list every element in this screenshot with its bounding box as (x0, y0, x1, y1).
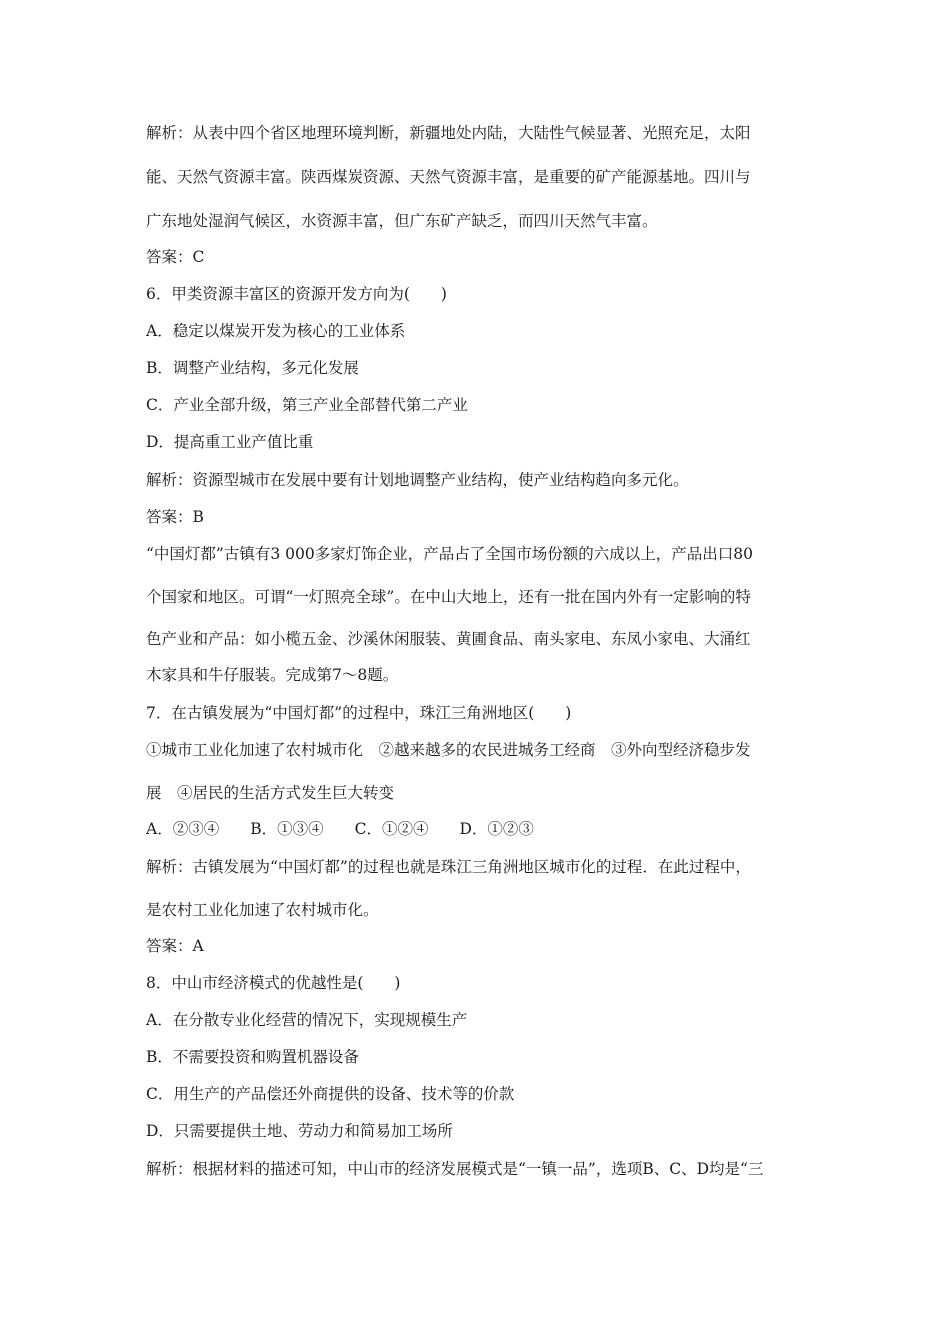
analysis-q5-line-2: 能、天然气资源丰富。陕西煤炭资源、天然气资源丰富，是重要的矿产能源基地。四川与 (146, 168, 751, 186)
analysis-q6: 解析：资源型城市在发展中要有计划地调整产业结构，使产业结构趋向多元化。 (146, 471, 689, 489)
q6-option-a: A．稳定以煤炭开发为核心的工业体系 (146, 322, 406, 340)
q6-option-c: C．产业全部升级，第三产业全部替代第二产业 (146, 396, 468, 414)
q8-option-d: D．只需要提供土地、劳动力和简易加工场所 (146, 1122, 453, 1140)
analysis-q7-line-1: 解析：古镇发展为“中国灯都”的过程也就是珠江三角洲地区城市化的过程．在此过程中， (146, 858, 751, 876)
q6-option-b: B．调整产业结构，多元化发展 (146, 359, 359, 377)
question-7: 7．在古镇发展为“中国灯都”的过程中，珠江三角洲地区( ) (146, 704, 572, 722)
q7-options: A．②③④ B．①③④ C．①②④ D．①②③ (146, 820, 534, 838)
passage-line-2: 个国家和地区。可谓“一灯照亮全球”。在中山大地上，还有一批在国内外有一定影响的特 (146, 588, 751, 606)
q8-option-a: A．在分散专业化经营的情况下，实现规模生产 (146, 1011, 468, 1029)
question-6: 6．甲类资源丰富区的资源开发方向为( ) (146, 285, 447, 303)
question-8: 8．中山市经济模式的优越性是( ) (146, 974, 401, 992)
analysis-q5-line-3: 广东地处湿润气候区，水资源丰富，但广东矿产缺乏，而四川天然气丰富。 (146, 212, 658, 230)
q8-option-b: B．不需要投资和购置机器设备 (146, 1048, 359, 1066)
passage-line-1: “中国灯都”古镇有3 000多家灯饰企业，产品占了全国市场份额的六成以上，产品出口80 (146, 545, 753, 563)
q6-option-d: D．提高重工业产值比重 (146, 433, 314, 451)
q7-statements-line-2: 展 ④居民的生活方式发生巨大转变 (146, 784, 395, 802)
analysis-q7-line-2: 是农村工业化加速了农村城市化。 (146, 901, 379, 919)
answer-q6: 答案：B (146, 508, 204, 526)
answer-q5: 答案：C (146, 248, 205, 266)
passage-line-3: 色产业和产品：如小榄五金、沙溪休闲服装、黄圃食品、南头家电、东凤小家电、大涌红 (146, 630, 751, 648)
analysis-q8-line-1: 解析：根据材料的描述可知，中山市的经济发展模式是“一镇一品”，选项B、C、D均是“三 (146, 1160, 764, 1178)
q7-statements-line-1: ①城市工业化加速了农村城市化 ②越来越多的农民进城务工经商 ③外向型经济稳步发 (146, 741, 751, 759)
analysis-q5-line-1: 解析：从表中四个省区地理环境判断，新疆地处内陆，大陆性气候显著、光照充足，太阳 (146, 124, 751, 142)
passage-line-4: 木家具和牛仔服装。完成第7～8题。 (146, 666, 399, 684)
answer-q7: 答案：A (146, 937, 204, 955)
q8-option-c: C．用生产的产品偿还外商提供的设备、技术等的价款 (146, 1085, 515, 1103)
